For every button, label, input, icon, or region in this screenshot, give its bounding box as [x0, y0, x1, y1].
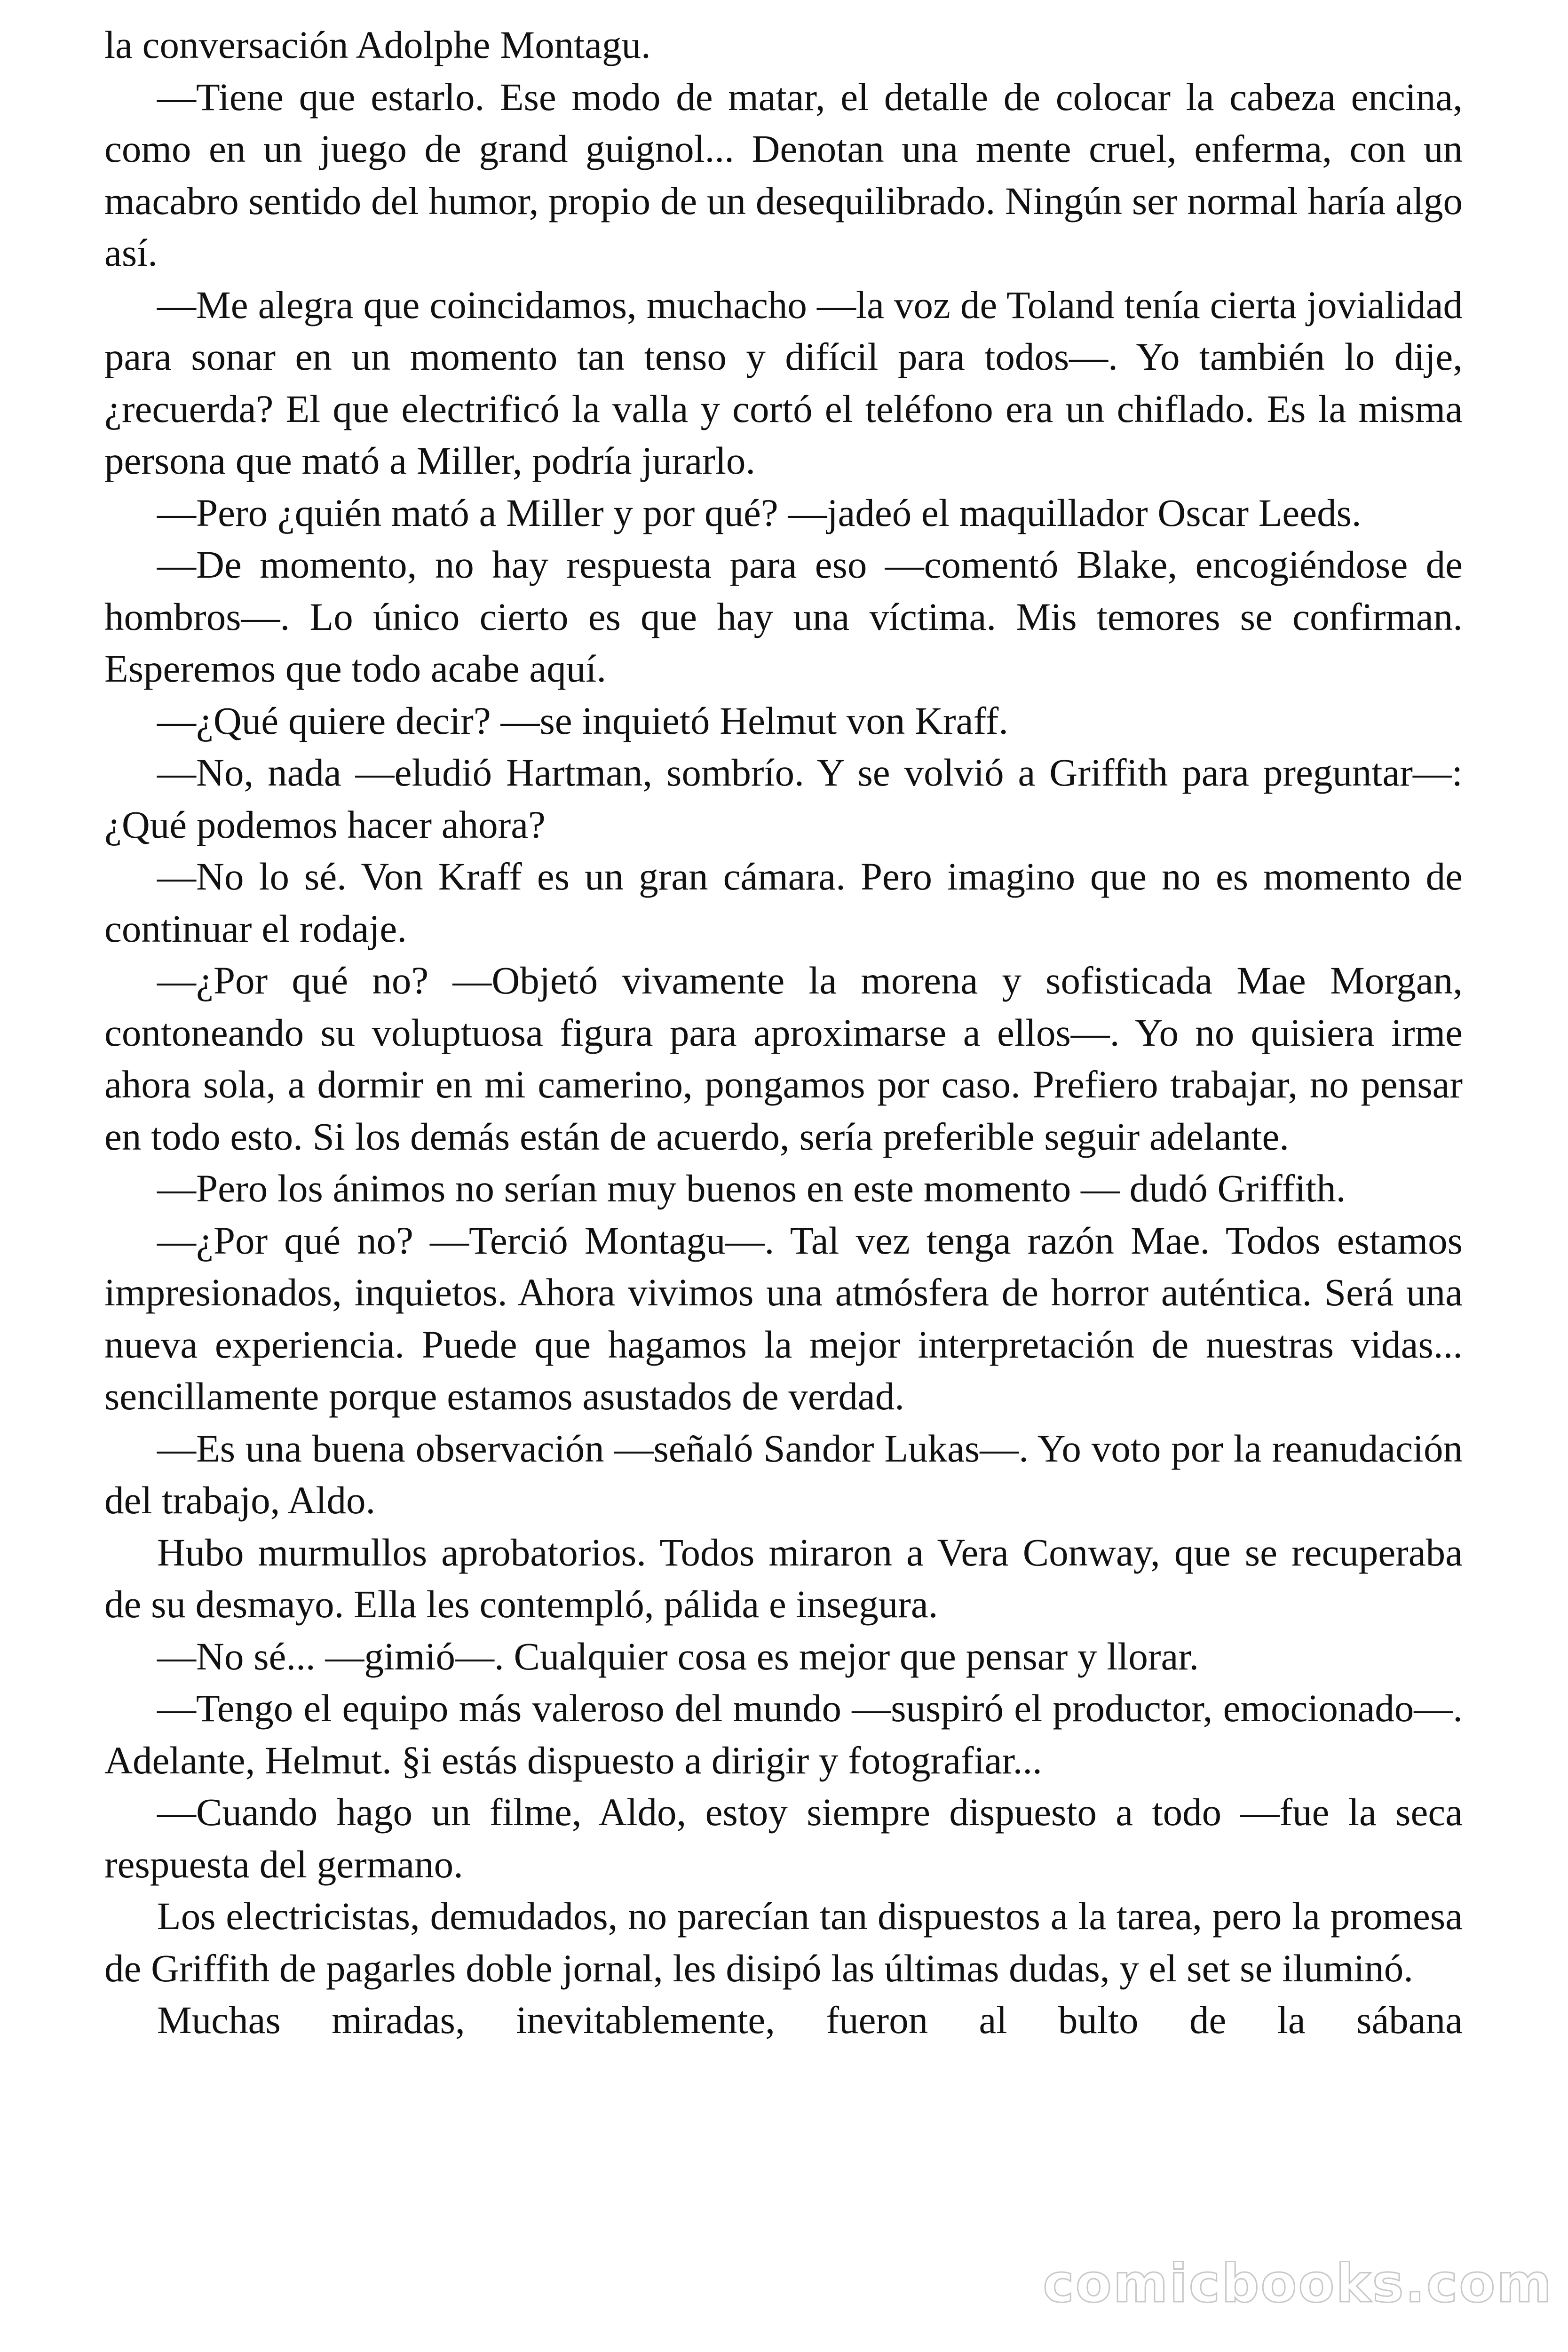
paragraph: —Cuando hago un filme, Aldo, estoy siempre dispuesto a todo —fue la seca respuesta del germano. — [104, 1790, 1463, 1886]
paragraph: —No sé... —gimió—. Cualquier cosa es mejor que pensar y llorar. — [157, 1634, 1199, 1678]
paragraph: —¿Por qué no? —Terció Montagu—. Tal vez tenga razón Mae. Todos estamos impresionados, inquietos. Ahora vivimos una atmósfera de horror auténtica. Será una nueva experiencia. Puede que hagamos la mejor interpretación de nuestras vidas... sencillamente porque estamos asustados de verdad. — [104, 1218, 1463, 1418]
paragraph: Hubo murmullos aprobatorios. Todos miraron a Vera Conway, que se recuperaba de su desmayo. Ella les contempló, pálida e insegura. — [104, 1530, 1463, 1626]
site-watermark: comicbooks.com — [1043, 2253, 1553, 2314]
paragraph: Muchas miradas, inevitablemente, fueron al bulto de la sábana — [157, 1998, 1463, 2042]
paragraph: —Me alegra que coincidamos, muchacho —la voz de Toland tenía cierta jovialidad para sonar en un momento tan tenso y difícil para todos—. Yo también lo dije, ¿recuerda? El que electrificó la valla y cortó el teléfono era un chiflado. Es la misma persona que mató a Miller, podría jurarlo. — [104, 283, 1463, 482]
paragraph: —De momento, no hay respuesta para eso —comentó Blake, encogiéndose de hombros—. Lo único cierto es que hay una víctima. Mis temores se confirman. Esperemos que todo acabe aquí. — [104, 543, 1463, 690]
paragraph: Los electricistas, demudados, no parecían tan dispuestos a la tarea, pero la promesa de Griffith de pagarles doble jornal, les disipó las últimas dudas, y el set se iluminó. — [104, 1894, 1463, 1990]
paragraph: —¿Por qué no? —Objetó vivamente la morena y sofisticada Mae Morgan, contoneando su voluptuosa figura para aproximarse a ellos—. Yo no quisiera irme ahora sola, a dormir en mi camerino, pongamos por caso. Prefiero trabajar, no pensar en todo esto. Si los demás están de acuerdo, sería preferible seguir adelante. — [104, 959, 1463, 1158]
paragraph: —No, nada —eludió Hartman, sombrío. Y se volvió a Griffith para preguntar—: ¿Qué podemos hacer ahora? — [104, 751, 1463, 846]
paragraph: —Tiene que estarlo. Ese modo de matar, el detalle de colocar la cabeza encina, como en un juego de grand guignol... Denotan una mente cruel, enferma, con un macabro sentido del humor, propio de un desequilibrado. Ningún ser normal haría algo así. — [104, 75, 1463, 274]
book-page-text — [104, 19, 1463, 2046]
paragraph: la conversación Adolphe Montagu. — [104, 23, 651, 66]
paragraph: —Pero los ánimos no serían muy buenos en este momento — dudó Griffith. — [157, 1167, 1346, 1210]
paragraph: —Pero ¿quién mató a Miller y por qué? —jadeó el maquillador Oscar Leeds. — [157, 491, 1362, 534]
paragraph: —Es una buena observación —señaló Sandor Lukas—. Yo voto por la reanudación del trabajo, Aldo. — [104, 1426, 1463, 1522]
paragraph: —No lo sé. Von Kraff es un gran cámara. Pero imagino que no es momento de continuar el rodaje. — [104, 855, 1463, 950]
paragraph: —Tengo el equipo más valeroso del mundo —suspiró el productor, emocionado—. Adelante, Helmut. §i estás dispuesto a dirigir y fotografiar... — [104, 1686, 1463, 1782]
paragraph: —¿Qué quiere decir? —se inquietó Helmut von Kraff. — [157, 699, 1009, 742]
